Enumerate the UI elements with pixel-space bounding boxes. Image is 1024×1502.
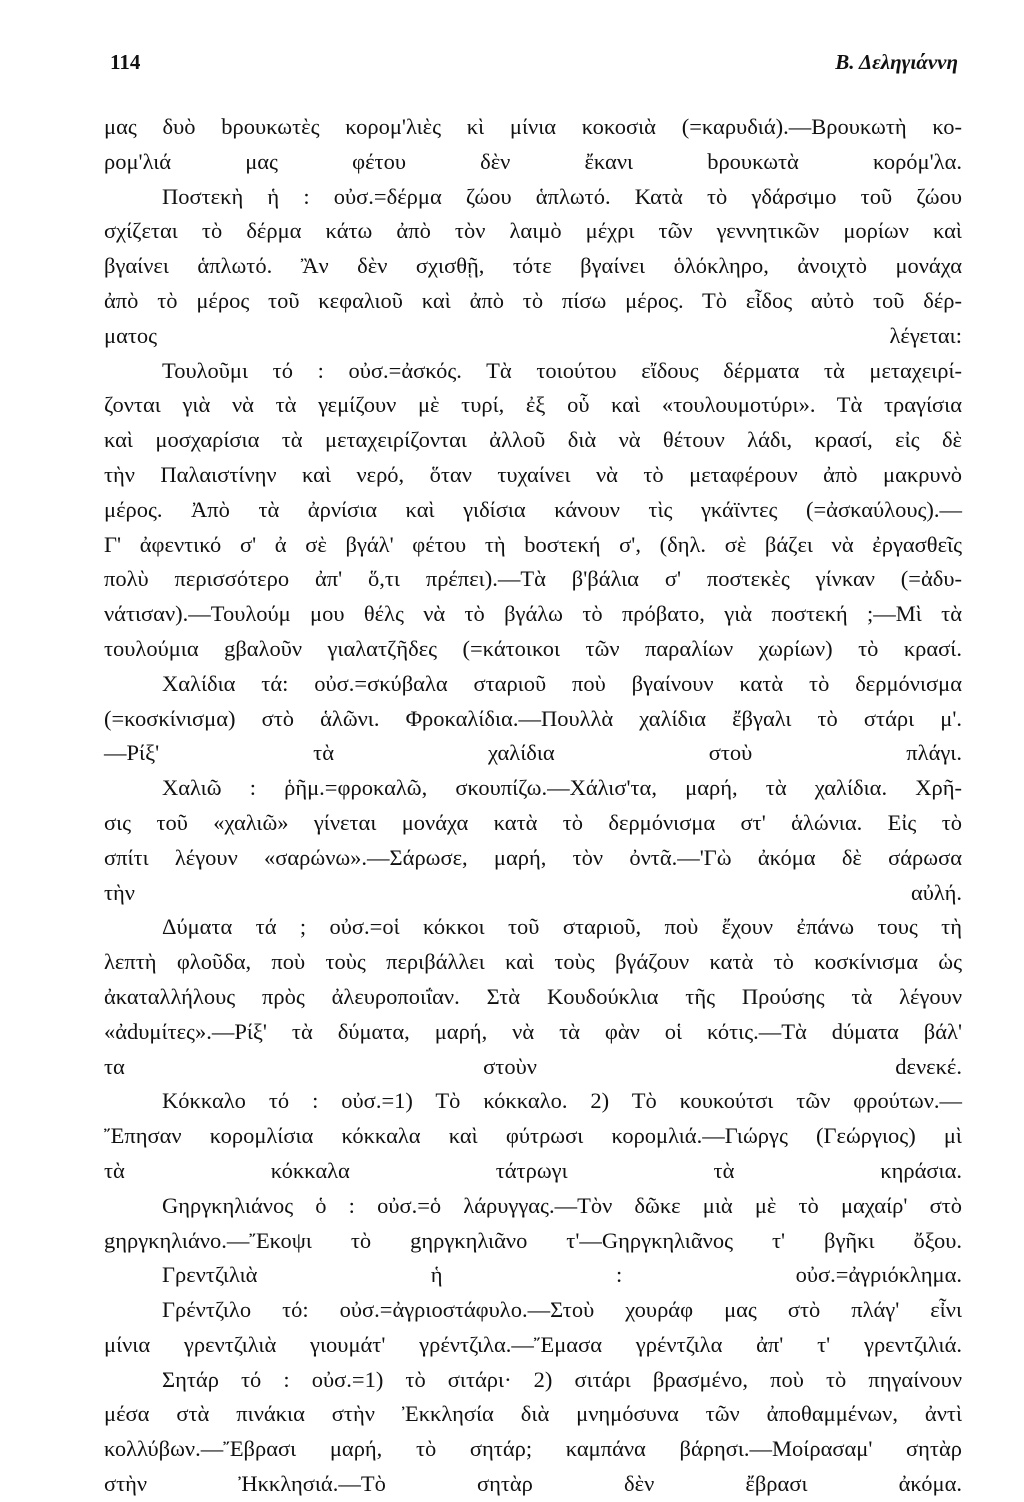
- text-line: Gηργκηλιάνος ὁ : οὐσ.=ὁ λάρυγγας.—Τὸν δῶκε μιὰ μὲ τὸ μαχαίρ' στὸ: [162, 1192, 962, 1218]
- text-line: Τουλοῦμι τό : οὐσ.=ἀσκός. Τὰ τοιούτου εἴδους δέρματα τὰ μεταχειρί-: [162, 357, 962, 383]
- text-line: Γ' ἀφεντικό σ' ἀ σὲ βγάλ' φέτου τὴ bοστεκή σ', (δηλ. σὲ βάζει νὰ ἐργασθεῖς: [104, 531, 962, 557]
- text-line: gηργκηλιάνο.—Ἔκοψι τὸ gηργκηλιᾶνο τ'—Gηργκηλιᾶνος τ' βγῆκι ὄξου.: [104, 1227, 962, 1253]
- text-line: στὴν Ἠκκλησιά.—Τὸ σητὰρ δὲν ἔβρασι ἀκόμα.: [104, 1471, 962, 1497]
- text-line: σχίζεται τὸ δέρμα κάτω ἀπὸ τὸν λαιμὸ μέχρι τῶν γεννητικῶν μορίων καὶ: [104, 218, 962, 244]
- book-page: [104, 30, 962, 1497]
- text-line: Δύματα τά ; οὐσ.=οἱ κόκκοι τοῦ σταριοῦ, ποὺ ἔχουν ἐπάνω τους τὴ: [162, 914, 962, 940]
- text-line: σπίτι λέγουν «σαρώνω».—Σάρωσε, μαρή, τὸν ὀντᾶ.—'Γὼ ἀκόμα δὲ σάρωσα: [104, 844, 962, 870]
- text-line: «ἀdυμίτες».—Ρίξ' τὰ δύματα, μαρή, νὰ τὰ φὰν οἱ κότις.—Τὰ dύματα βάλ': [104, 1018, 962, 1044]
- text-line: Ποστεκὴ ἡ : οὐσ.=δέρμα ζώου ἁπλωτό. Κατὰ τὸ γδάρσιμο τοῦ ζώου: [162, 183, 962, 209]
- page-number: 114: [110, 50, 141, 74]
- dictionary-entries: [104, 110, 962, 1502]
- text-line: καὶ μοσχαρίσια τὰ μεταχειρίζονται ἀλλοῦ διὰ νὰ θέτουν λάδι, κρασί, εἰς δὲ: [104, 427, 962, 453]
- text-line: μέρος. Ἀπὸ τὰ ἀρνίσια καὶ γιδίσια κάνουν τὶς γκάϊντες (=ἀσκαύλους).—: [104, 496, 962, 522]
- text-line: τὴν Παλαιστίνην καὶ νερό, ὅταν τυχαίνει νὰ τὸ μεταφέρουν ἀπὸ μακρυνὸ: [104, 461, 962, 487]
- text-line: ζονται γιὰ νὰ τὰ γεμίζουν μὲ τυρί, ἐξ οὗ καὶ «τουλουμοτύρι». Τὰ τραγίσια: [104, 392, 962, 418]
- text-line: κολλύβων.—Ἔβρασι μαρή, τὸ σητάρ; καμπάνα βάρησι.—Μοίρασαμ' σητὰρ: [104, 1436, 962, 1462]
- text-line: ματος λέγεται:: [104, 322, 962, 348]
- text-line: τα στοὺν dενεκέ.: [104, 1053, 962, 1079]
- text-line: βγαίνει ἁπλωτό. Ἂν δὲν σχισθῇ, τότε βγαίνει ὁλόκληρο, ἀνοιχτὸ μονάχα: [104, 253, 962, 279]
- text-line: μέσα στὰ πινάκια στὴν Ἐκκλησία διὰ μνημόσυνα τῶν ἀποθαμμένων, ἀντὶ: [104, 1401, 962, 1427]
- text-line: Σητάρ τό : οὐσ.=1) τὸ σιτάρι· 2) σιτάρι βρασμένο, ποὺ τὸ πηγαίνουν: [162, 1366, 962, 1392]
- running-head-author: Β. Δεληγιάννη: [835, 50, 958, 74]
- text-line: τουλούμια gβαλοῦν γιαλατζῆδες (=κάτοικοι τῶν παραλίων χωρίων) τὸ κρασί.: [104, 635, 962, 661]
- text-line: Κόκκαλο τό : οὐσ.=1) Τὸ κόκκαλο. 2) Τὸ κουκούτσι τῶν φρούτων.—: [162, 1088, 962, 1114]
- text-line: Ἔπησαν κορομλίσια κόκκαλα καὶ φύτρωσι κορομλιά.—Γιώργς (Γεώργιος) μὶ: [104, 1123, 962, 1149]
- text-line: ἀπὸ τὸ μέρος τοῦ κεφαλιοῦ καὶ ἀπὸ τὸ πίσω μέρος. Τὸ εἶδος αὐτὸ τοῦ δέρ-: [104, 287, 962, 313]
- text-line: τὴν αὐλή.: [104, 879, 962, 905]
- text-line: Γρέντζιλο τό: οὐσ.=ἀγριοστάφυλο.—Στοὺ χουράφ μας στὸ πλάγ' εἶνι: [162, 1297, 962, 1323]
- text-line: ἀκαταλλήλους πρὸς ἀλευροποιΐαν. Στὰ Κουδούκλια τῆς Προύσης τὰ λέγουν: [104, 983, 962, 1009]
- text-line: μίνια γρεντζιλιὰ γιουμάτ' γρέντζιλα.—Ἔμασα γρέντζιλα ἀπ' τ' γρεντζιλιά.: [104, 1331, 962, 1357]
- text-line: Χαλιῶ : ῥῆμ.=φροκαλῶ, σκουπίζω.—Χάλισ'τα, μαρή, τὰ χαλίδια. Χρῆ-: [162, 775, 962, 801]
- running-head: [104, 30, 962, 86]
- text-line: —Ρίξ' τὰ χαλίδια στοὺ πλάγι.: [104, 740, 962, 766]
- text-line: τὰ κόκκαλα τάτρωγι τὰ κηράσια.: [104, 1157, 962, 1183]
- text-line: λεπτὴ φλοῦδα, ποὺ τοὺς περιβάλλει καὶ τοὺς βγάζουν κατὰ τὸ κοσκίνισμα ὡς: [104, 949, 962, 975]
- text-line: ρομ'λιά μας φέτου δὲν ἔκανι bρουκωτὰ κορόμ'λα.: [104, 148, 962, 174]
- text-line: (=κοσκίνισμα) στὸ ἁλῶνι. Φροκαλίδια.—Πουλλὰ χαλίδια ἔβγαλι τὸ στάρι μ'.: [104, 705, 962, 731]
- text-line: Γρεντζιλιὰ ἡ : οὐσ.=ἀγριόκλημα.: [162, 1262, 962, 1288]
- text-line: Χαλίδια τά: οὐσ.=σκύβαλα σταριοῦ ποὺ βγαίνουν κατὰ τὸ δερμόνισμα: [162, 670, 962, 696]
- text-line: πολὺ περισσότερο ἀπ' ὅ,τι πρέπει).—Τὰ β'βάλια σ' ποστεκὲς γίνκαν (=ἀδυ-: [104, 566, 962, 592]
- text-line: σις τοῦ «χαλιῶ» γίνεται μονάχα κατὰ τὸ δερμόνισμα στ' ἁλώνια. Εἰς τὸ: [104, 809, 962, 835]
- text-line: νάτισαν).—Τουλούμ μου θέλς νὰ τὸ βγάλω τὸ πρόβατο, γιὰ ποστεκή ;—Μὶ τὰ: [104, 601, 962, 627]
- text-line: μας δυὸ bρουκωτὲς κορομ'λιὲς κὶ μίνια κοκοσιὰ (=καρυδιά).—Βρουκωτὴ κο-: [104, 114, 962, 139]
